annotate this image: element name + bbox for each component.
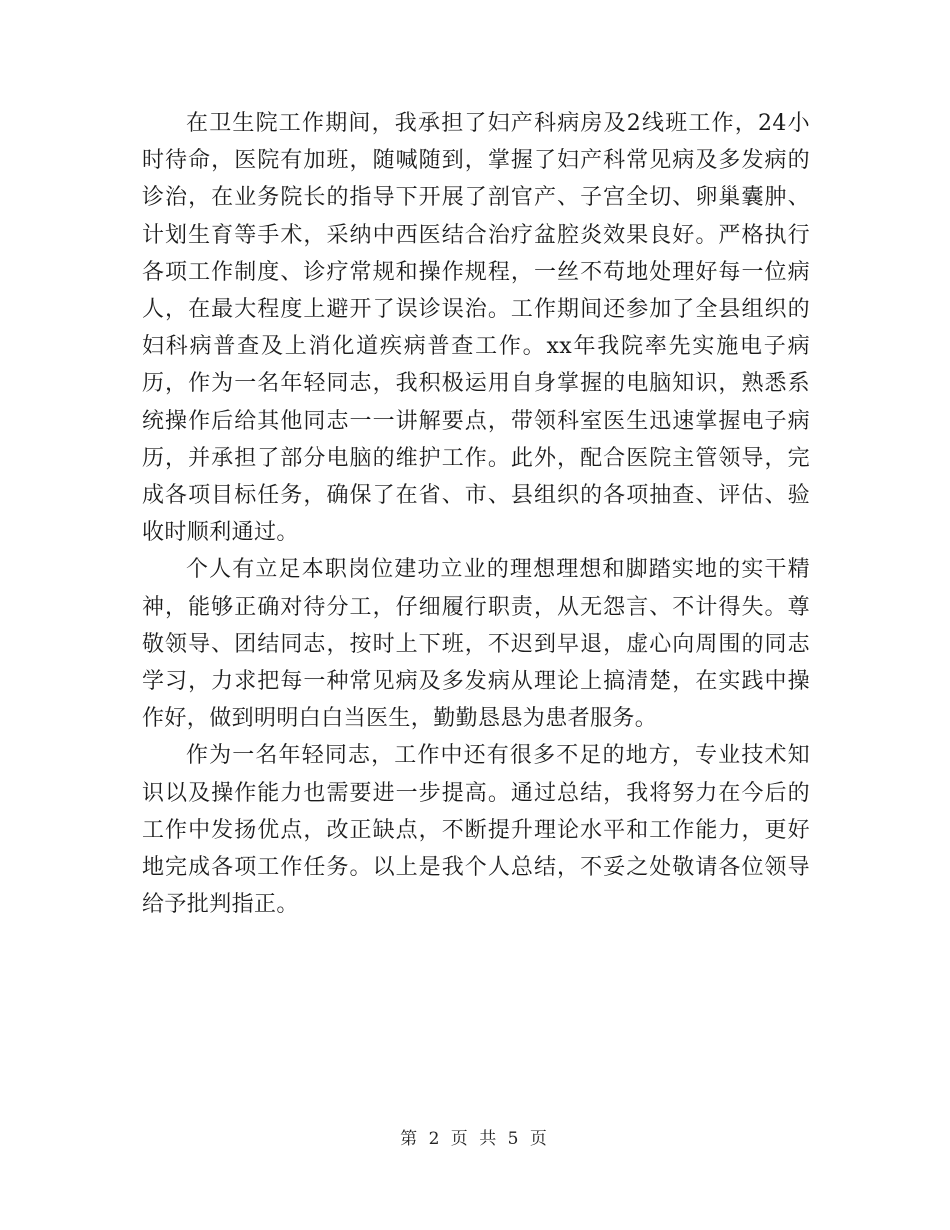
page-number-footer: 第 2 页 共 5 页 bbox=[400, 1129, 550, 1149]
paragraph-work-duties: 在卫生院工作期间，我承担了妇产科病房及2线班工作，24小时待命，医院有加班，随喊随到，掌握了妇产科常见病及多发病的诊治，在业务院长的指导下开展了剖官产、子宫全切、卵巢囊肿、计划生育等手术，采纳中西医结合治疗盆腔炎效果良好。严格执行各项工作制度、诊疗常规和操作规程，一丝不苟地处理好每一位病人，在最大程度上避开了误诊误治。工作期间还参加了全县组织的妇科病普查及上消化道疾病普查工作。xx年我院率先实施电子病历，作为一名年轻同志，我积极运用自身掌握的电脑知识，熟悉系统操作后给其他同志一一讲解要点，带领科室医生迅速掌握电子病历，并承担了部分电脑的维护工作。此外，配合医院主管领导，完成各项目标任务，确保了在省、市、县组织的各项抽查、评估、验收时顺利通过。 bbox=[142, 111, 810, 546]
paragraph-conclusion: 作为一名年轻同志，工作中还有很多不足的地方，专业技术知识以及操作能力也需要进一步提高。通过总结，我将努力在今后的工作中发扬优点，改正缺点，不断提升理论水平和工作能力，更好地完成各项工作任务。以上是我个人总结，不妥之处敬请各位领导给予批判指正。 bbox=[142, 743, 810, 918]
paragraph-personal-attitude: 个人有立足本职岗位建功立业的理想理想和脚踏实地的实干精神，能够正确对待分工，仔细履行职责，从无怨言、不计得失。尊敬领导、团结同志，按时上下班，不迟到早退，虚心向周围的同志学习，力求把每一种常见病及多发病从理论上搞清楚，在实践中操作好，做到明明白白当医生，勤勤恳恳为患者服务。 bbox=[142, 557, 810, 732]
document-body bbox=[142, 105, 810, 923]
